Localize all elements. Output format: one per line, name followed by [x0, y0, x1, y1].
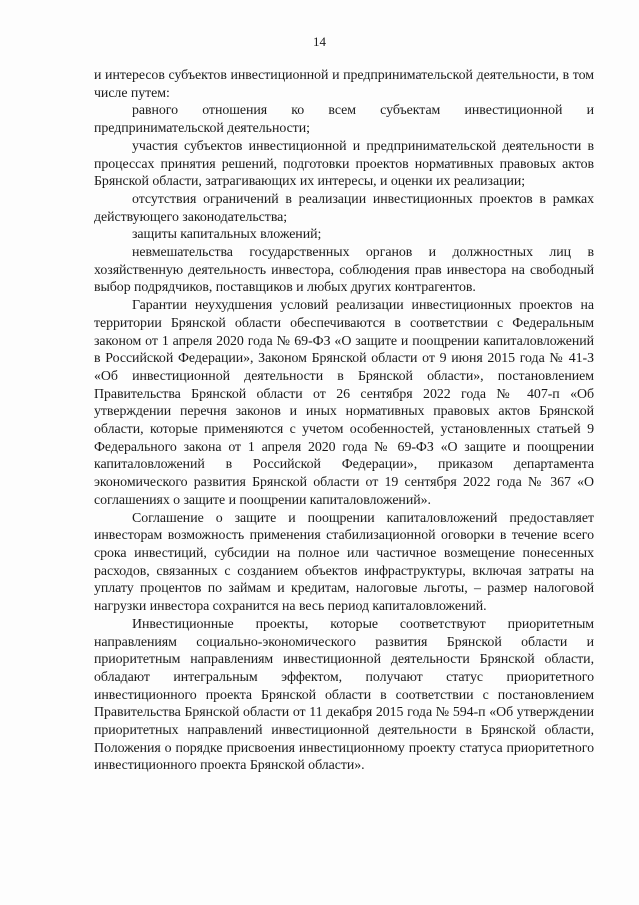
paragraph: невмешательства государственных органов и должностных лиц в хозяйственную деятельность инвестора, соблюдения прав инвестора на свободный выбор подрядчиков, поставщиков и любых других контрагентов.	[94, 245, 594, 296]
paragraph: участия субъектов инвестиционной и предпринимательской деятельности в процессах принятия решений, подготовки проектов нормативных правовых актов Брянской области, затрагивающих их интересы, и оценки их реализации;	[94, 138, 594, 190]
paragraph: равного отношения ко всем субъектам инвестиционной и предпринимательской деятельности;	[94, 103, 594, 137]
paragraph: Гарантии неухудшения условий реализации инвестиционных проектов на территории Брянской области обеспечиваются в соответствии с Федеральным законом от 1 апреля 2020 года № 69-ФЗ «О защите и поощрении капиталовложений в Российской Федерации», Законом Брянской области от 9 июня 2015 года № 41-З «Об инвестиционной деятельности в Брянской области», постановлением Правительства Брянской области от 26 сентября 2022 года № 407-п «Об утверждении перечня законов и иных нормативных правовых актов Брянской области, которые применяются с учетом особенностей, установленных статьей 9 Федерального закона от 1 апреля 2020 года № 69-ФЗ «О защите и поощрении капиталовложений в Российской Федерации», приказом департамента экономического развития Брянской области от 19 сентября 2022 года № 367 «О соглашениях о защите и поощрении капиталовложений».	[94, 298, 594, 508]
paragraph: и интересов субъектов инвестиционной и предпринимательской деятельности, в том числе путем:	[94, 68, 594, 101]
paragraph: Соглашение о защите и поощрении капиталовложений предоставляет инвесторам возможность применения стабилизационной оговорки в течение всего срока инвестиций, субсидии на полное или частичное возмещение понесенных расходов, связанных с созданием объектов инфраструктуры, включая затраты на уплату процентов по займам и кредитам, налоговые льготы, – размер налоговой нагрузки инвестора сохранится на весь период капиталовложений.	[94, 510, 594, 615]
document-body	[94, 67, 594, 775]
paragraph: защиты капитальных вложений;	[132, 227, 322, 243]
paragraph: отсутствия ограничений в реализации инвестиционных проектов в рамках действующего законодательства;	[94, 191, 594, 225]
paragraph: Инвестиционные проекты, которые соответствуют приоритетным направлениям социально-экономического развития Брянской области и приоритетным направлениям инвестиционной деятельности Брянской области, обладают интегральным эффектом, получают статус приоритетного инвестиционного проекта Брянской области в соответствии с постановлением Правительства Брянской области от 11 декабря 2015 года № 594-п «Об утверждении приоритетных направлений инвестиционной деятельности в Брянской области, Положения о порядке присвоения инвестиционному проекту статуса приоритетного инвестиционного проекта Брянской области».	[94, 616, 594, 774]
page-number: 14	[313, 34, 326, 49]
